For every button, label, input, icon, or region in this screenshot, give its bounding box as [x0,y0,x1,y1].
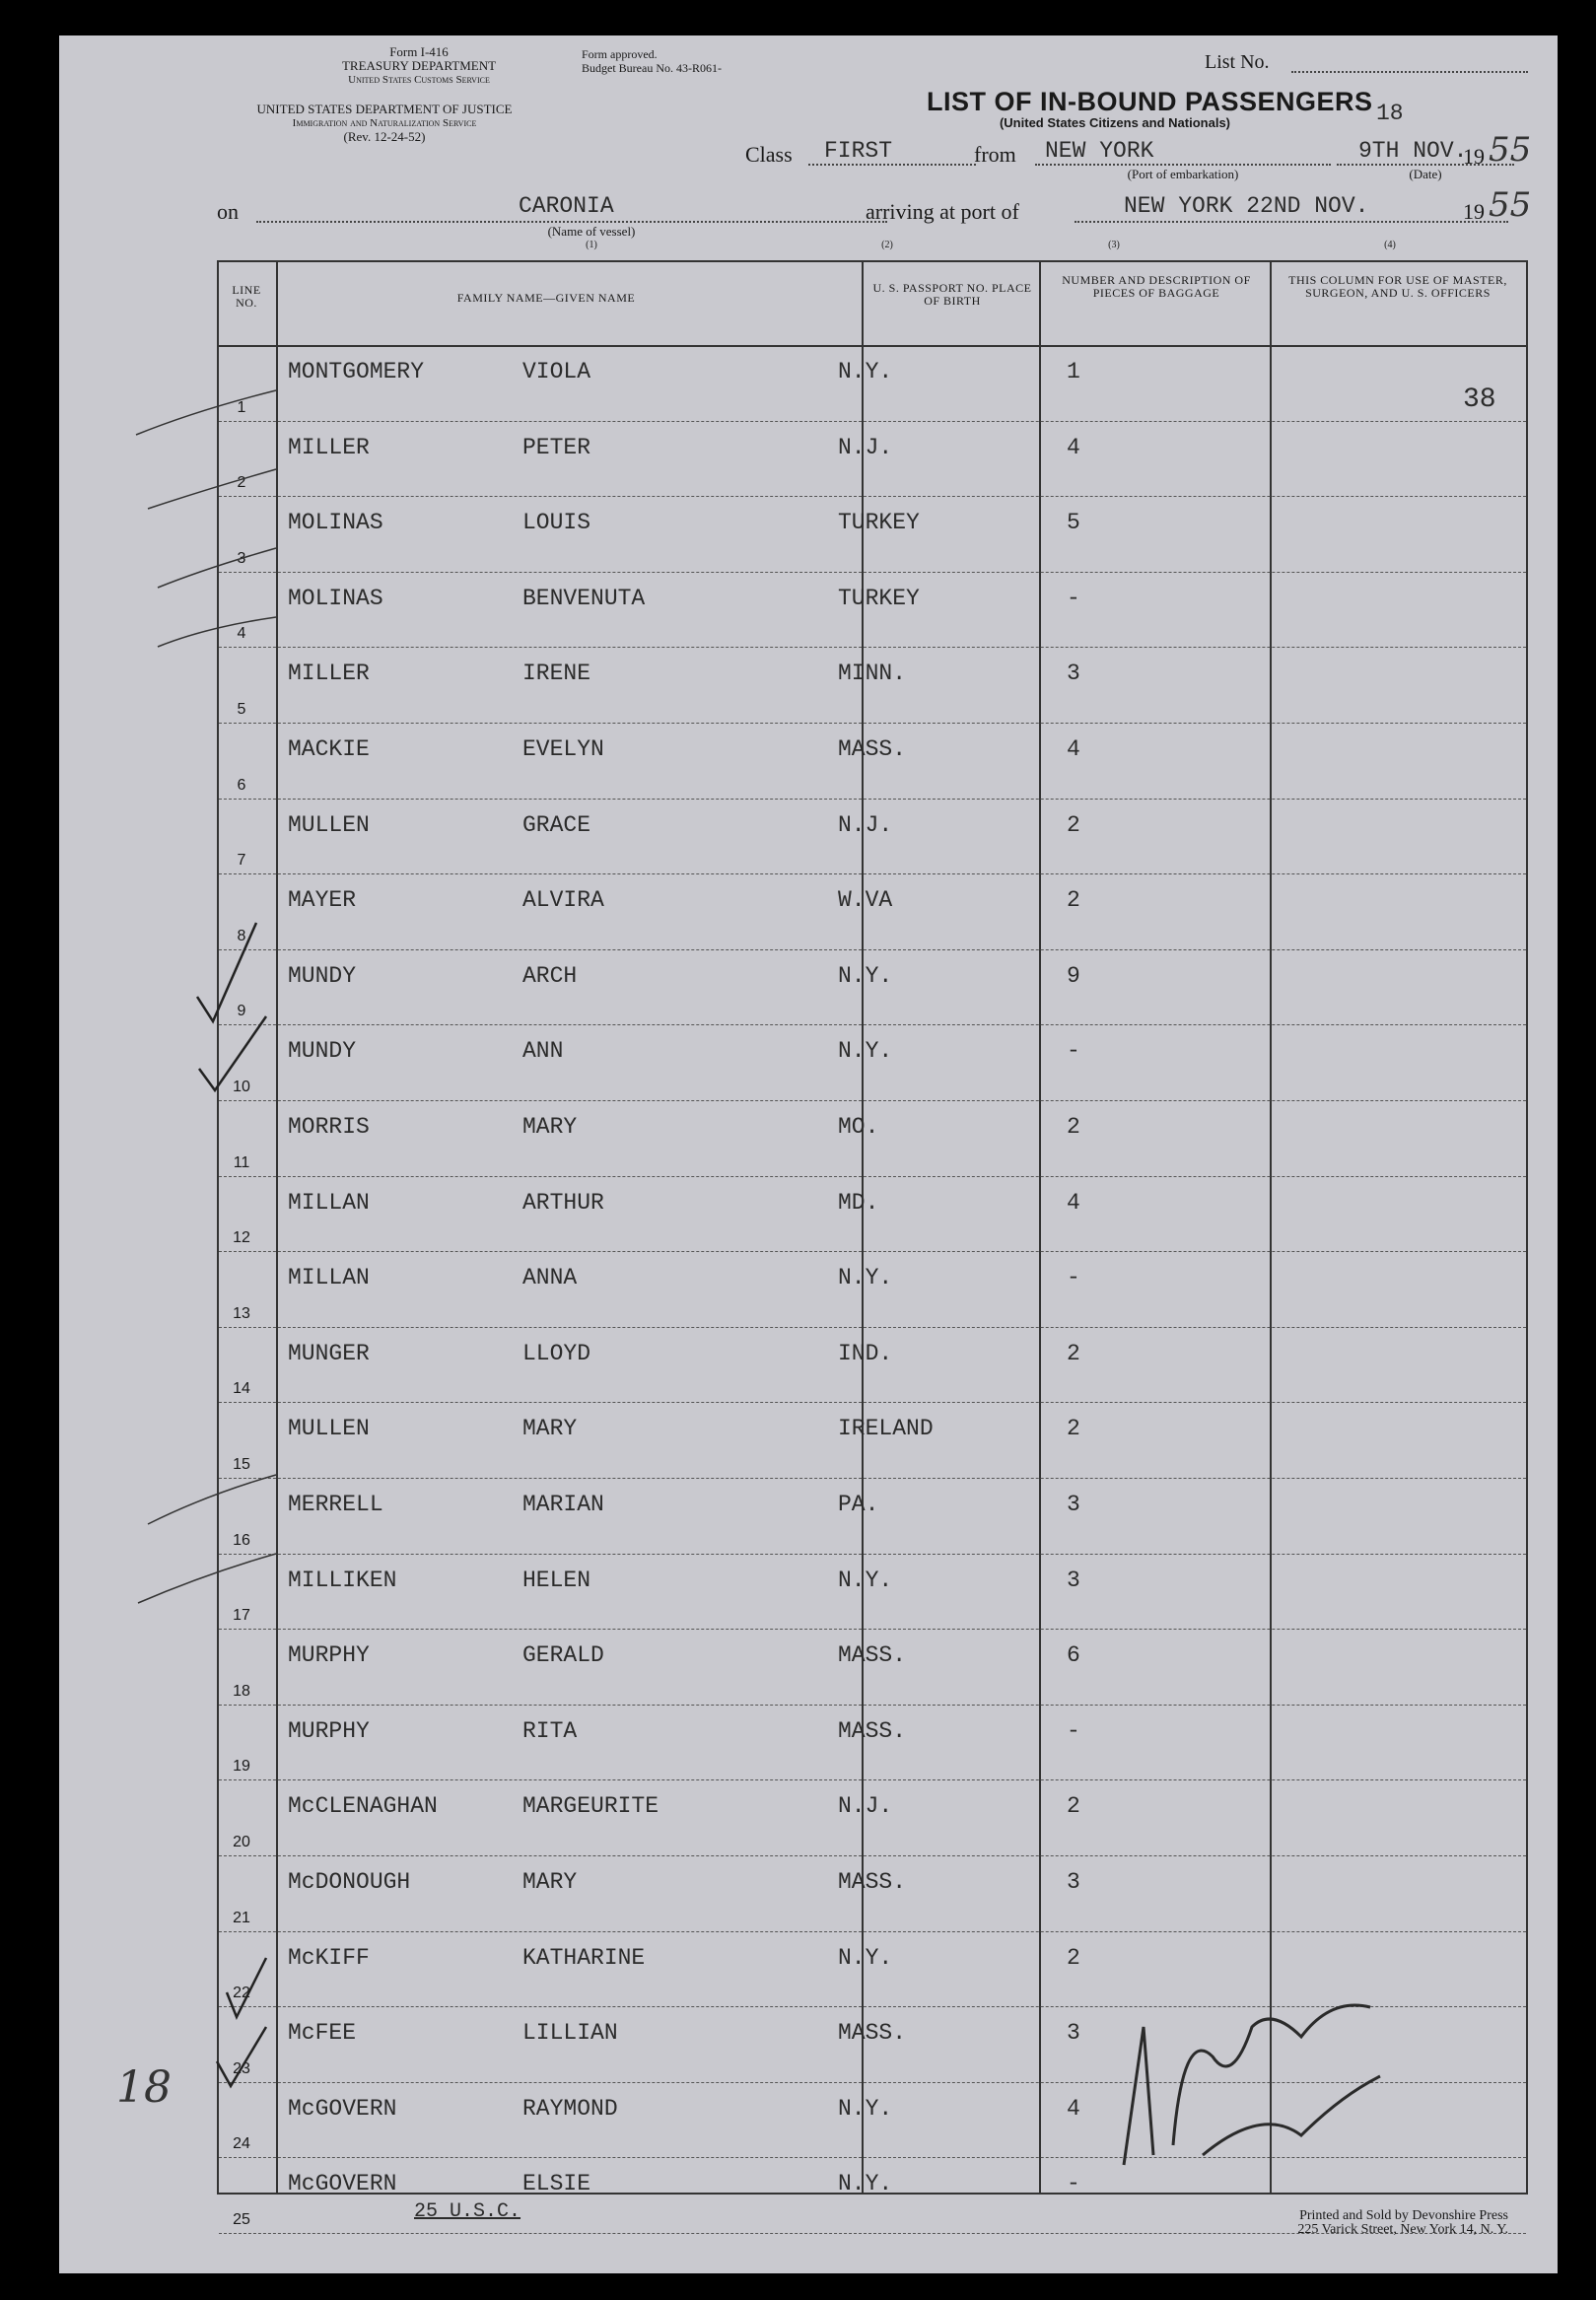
given-name: MARY [522,1114,578,1140]
vessel-line [256,221,887,223]
line-number: 7 [237,852,246,870]
family-name: McDONOUGH [288,1869,411,1895]
given-name: LLOYD [522,1340,591,1366]
place-of-birth: N.J. [838,1793,893,1820]
given-name: LOUIS [522,510,591,536]
table-row [219,873,1526,950]
place-of-birth: N.Y. [838,962,893,989]
family-name: MILLIKEN [288,1567,397,1593]
given-name: ANNA [522,1265,578,1291]
baggage-count: 3 [1067,1567,1080,1593]
line-number: 23 [233,2059,250,2077]
year-from: 55 [1489,130,1532,170]
family-name: McCLENAGHAN [288,1793,438,1820]
line-number: 19 [233,1758,250,1776]
baggage-count: 4 [1067,434,1080,460]
officer-signature [1104,1968,1420,2185]
family-name: MURPHY [288,1642,370,1669]
place-of-birth: PA. [838,1492,879,1517]
line-number: 18 [233,1682,250,1700]
given-name: KATHARINE [522,1944,646,1971]
date-line [1337,164,1514,166]
table-row [219,1100,1526,1177]
family-name: MERRELL [288,1492,383,1517]
given-name: ALVIRA [522,887,604,914]
col-ref-2: (2) [881,240,893,250]
table-row [219,1251,1526,1328]
on-label: on [217,199,239,224]
table-row [219,1629,1526,1706]
arriving-label: arriving at port of [866,199,1019,224]
given-name: ARTHUR [522,1189,604,1216]
table-row [219,1554,1526,1631]
given-name: EVELYN [522,736,604,762]
printer-line-2: 225 Varick Street, New York 14, N. Y. [1297,2222,1508,2237]
vessel-name: CARONIA [519,193,614,219]
given-name: RAYMOND [522,2095,618,2122]
baggage-count: 2 [1067,1114,1080,1140]
given-name: VIOLA [522,359,591,384]
table-header [219,262,1526,347]
page-title: LIST OF IN-BOUND PASSENGERS [927,87,1373,116]
baggage-count: 1 [1067,359,1080,384]
family-name: MUNGER [288,1340,370,1366]
given-name: ELSIE [522,2171,591,2197]
place-of-birth: N.Y. [838,2095,893,2122]
date-caption: (Date) [1409,167,1442,181]
line-number: 9 [237,1003,246,1020]
baggage-count: 2 [1067,1340,1080,1366]
line-number: 3 [237,549,246,567]
place-of-birth: IND. [838,1340,893,1366]
place-of-birth: N.Y. [838,359,893,384]
header-line-no: LINE NO. [232,283,261,310]
baggage-count: 4 [1067,1189,1080,1216]
family-name: MOLINAS [288,510,383,536]
year-to: 55 [1489,185,1532,225]
place-of-birth: MASS. [838,1642,907,1669]
port-of-embarkation: NEW YORK [1045,138,1154,164]
place-of-birth: TURKEY [838,510,920,536]
table-row [219,1024,1526,1101]
given-name: BENVENUTA [522,585,646,611]
place-of-birth: MO. [838,1114,879,1140]
place-of-birth: IRELAND [838,1416,934,1442]
departure-date: 9TH NOV. [1358,138,1468,164]
customs-service: United States Customs Service [348,74,490,86]
line-number: 5 [237,700,246,718]
table-row [219,799,1526,875]
line-number: 14 [233,1380,250,1398]
baggage-count: 3 [1067,661,1080,687]
baggage-count: 2 [1067,1416,1080,1442]
given-name: LILLIAN [522,2020,618,2047]
baggage-count: - [1067,1717,1080,1744]
form-approved: Form approved. [582,47,658,61]
place-of-birth: N.Y. [838,1265,893,1291]
table-row [219,949,1526,1026]
table-row [219,1327,1526,1404]
header-name: FAMILY NAME—GIVEN NAME [456,291,636,305]
line-number: 1 [237,398,246,416]
given-name: ARCH [522,962,578,989]
family-name: MUNDY [288,962,357,989]
line-number: 11 [233,1153,250,1171]
table-row [219,421,1526,498]
family-name: MULLEN [288,811,370,838]
line-number: 21 [233,1909,250,1926]
line-number: 6 [237,776,246,794]
justice-dept: UNITED STATES DEPARTMENT OF JUSTICE [256,102,513,116]
immigration-service: Immigration and Naturalization Service [292,117,477,129]
table-row [219,1176,1526,1253]
place-of-birth: TURKEY [838,585,920,611]
line-number: 16 [233,1531,250,1549]
table-row [219,1705,1526,1781]
place-of-birth: MASS. [838,1869,907,1895]
baggage-count: - [1067,2171,1080,2197]
family-name: MURPHY [288,1717,370,1744]
table-row [219,1402,1526,1479]
class-line [808,164,976,166]
baggage-count: 9 [1067,962,1080,989]
baggage-count: 2 [1067,1793,1080,1820]
class-label: Class [745,142,793,167]
table-row [219,1478,1526,1555]
place-of-birth: MASS. [838,1717,907,1744]
family-name: MACKIE [288,736,370,762]
place-of-birth: W.VA [838,887,893,914]
place-of-birth: N.Y. [838,1944,893,1971]
arrival-port-date: NEW YORK 22ND NOV. [1124,193,1369,219]
line-number: 8 [237,927,246,944]
line-number: 24 [233,2135,250,2153]
line-number: 15 [233,1455,250,1473]
given-name: ANN [522,1038,564,1065]
header-baggage: NUMBER AND DESCRIPTION OF PIECES OF BAGGAGE [1062,273,1251,300]
line-number: 12 [233,1229,250,1247]
printer-line-1: Printed and Sold by Devonshire Press [1299,2208,1508,2223]
header-officers: THIS COLUMN FOR USE OF MASTER, SURGEON, AND U. S. OFFICERS [1288,273,1507,300]
col-ref-4: (4) [1384,240,1396,250]
year-prefix-2: 19 [1463,199,1485,224]
given-name: GRACE [522,811,591,838]
table-row [219,572,1526,649]
statute-ref: 25 U.S.C. [414,2200,521,2223]
place-of-birth: N.J. [838,434,893,460]
line-number: 4 [237,625,246,643]
table-row [219,647,1526,724]
baggage-count: 5 [1067,510,1080,536]
table-row [219,723,1526,800]
given-name: MARGEURITE [522,1793,659,1820]
line-number: 2 [237,474,246,492]
embark-line [1035,164,1331,166]
vessel-caption: (Name of vessel) [547,224,636,239]
family-name: MAYER [288,887,357,914]
list-no-label: List No. [1205,51,1270,73]
family-name: McKIFF [288,1944,370,1971]
given-name: MARIAN [522,1492,604,1517]
class-value: FIRST [824,138,893,164]
table-row [219,496,1526,573]
place-of-birth: MASS. [838,736,907,762]
family-name: MORRIS [288,1114,370,1140]
family-name: MUNDY [288,1038,357,1065]
page-subtitle: (United States Citizens and Nationals) [999,115,1231,130]
baggage-count: - [1067,585,1080,611]
given-name: MARY [522,1416,578,1442]
place-of-birth: N.J. [838,811,893,838]
treasury-dept: TREASURY DEPARTMENT [341,58,497,73]
line-number: 20 [233,1833,250,1850]
baggage-count: 3 [1067,1492,1080,1517]
family-name: MILLAN [288,1189,370,1216]
port-embark-caption: (Port of embarkation) [1127,167,1239,181]
header-passport: U. S. PASSPORT NO. PLACE OF BIRTH [872,281,1032,308]
given-name: MARY [522,1869,578,1895]
arrival-line [1075,221,1508,223]
table-row [219,1779,1526,1856]
line-number: 10 [233,1078,250,1095]
place-of-birth: MASS. [838,2020,907,2047]
family-name: MILLER [288,661,370,687]
family-name: MONTGOMERY [288,359,425,384]
line-number: 13 [233,1304,250,1322]
officer-note: 38 [1463,384,1496,415]
line-number: 25 [233,2210,250,2228]
family-name: MILLAN [288,1265,370,1291]
place-of-birth: MD. [838,1189,879,1216]
baggage-count: 3 [1067,2020,1080,2047]
family-name: MILLER [288,434,370,460]
baggage-count: 2 [1067,811,1080,838]
line-number: 17 [233,1607,250,1625]
place-of-birth: N.Y. [838,1567,893,1593]
col-ref-1: (1) [586,240,597,250]
given-name: RITA [522,1717,578,1744]
budget-bureau: Budget Bureau No. 43-R061- [582,61,722,75]
list-no-line [1291,71,1528,73]
family-name: MULLEN [288,1416,370,1442]
given-name: HELEN [522,1567,591,1593]
baggage-count: - [1067,1265,1080,1291]
from-label: from [974,142,1016,167]
given-name: GERALD [522,1642,604,1669]
col-ref-3: (3) [1108,240,1120,250]
list-number-value: 18 [1376,101,1404,126]
place-of-birth: N.Y. [838,1038,893,1065]
family-name: McGOVERN [288,2171,397,2197]
baggage-count: 2 [1067,1944,1080,1971]
baggage-count: - [1067,1038,1080,1065]
revision-date: (Rev. 12-24-52) [343,129,426,144]
family-name: McGOVERN [288,2095,397,2122]
baggage-count: 3 [1067,1869,1080,1895]
year-prefix: 19 [1463,144,1485,169]
place-of-birth: MINN. [838,661,907,687]
baggage-count: 4 [1067,2095,1080,2122]
family-name: McFEE [288,2020,357,2047]
given-name: PETER [522,434,591,460]
form-number: Form I-416 [389,44,449,59]
table-row [219,1855,1526,1932]
baggage-count: 2 [1067,887,1080,914]
check-marks [118,35,335,2273]
margin-note: 18 [116,2062,172,2113]
family-name: MOLINAS [288,585,383,611]
passenger-list-form [59,35,1558,2273]
given-name: IRENE [522,661,591,687]
baggage-count: 4 [1067,736,1080,762]
place-of-birth: N.Y. [838,2171,893,2197]
baggage-count: 6 [1067,1642,1080,1669]
line-number: 22 [233,1985,250,2002]
table-row [219,345,1526,422]
